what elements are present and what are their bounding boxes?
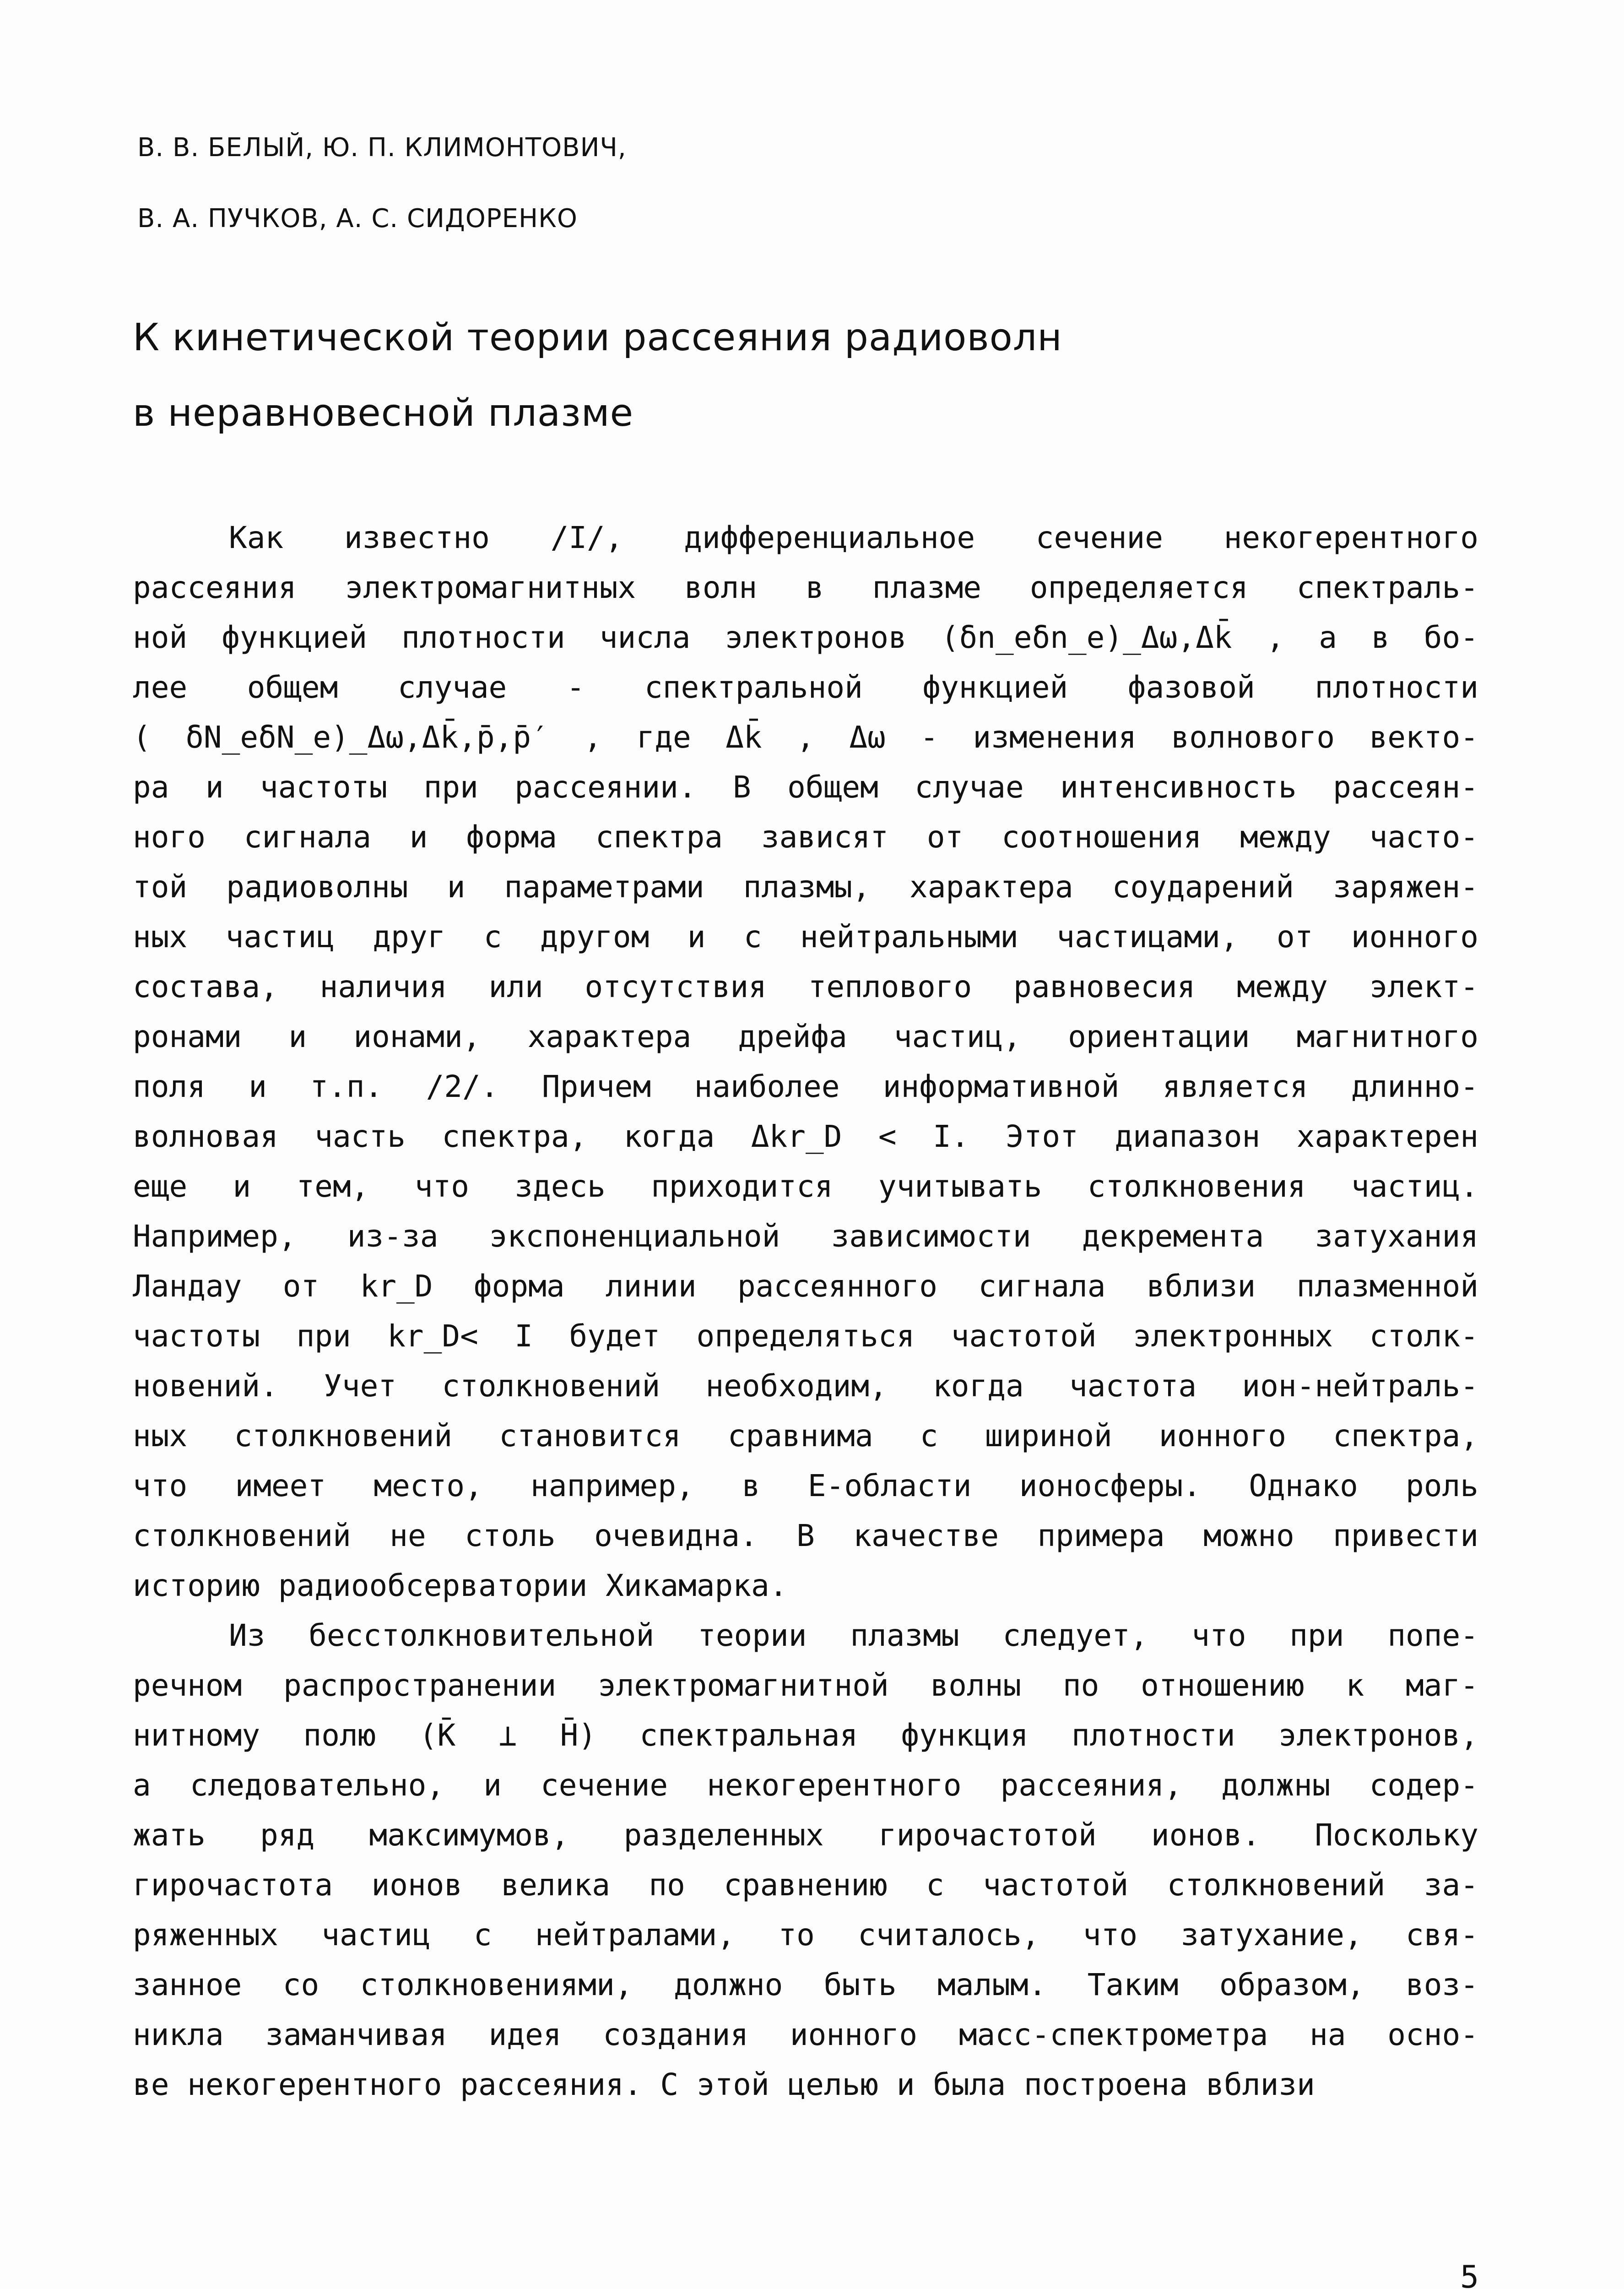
paragraph-2-line: никла заманчивая идея создания ионного масс-спектрометра на осно- — [133, 2017, 1478, 2052]
paragraph-1-line: волновая часть спектра, когда Δkr_D < I. Этот диапазон характерен — [133, 1119, 1478, 1154]
paragraph-1-line: Например, из-за экспоненциальной зависимости декремента затухания — [133, 1219, 1478, 1254]
paragraph-1-line: Как известно /I/, дифференциальное сечение некогерентного — [229, 520, 1478, 555]
paragraph-1-line: еще и тем, что здесь приходится учитывать столкновения частиц. — [133, 1169, 1478, 1204]
article-title-line-1: К кинетической теории рассеяния радиоволн — [133, 316, 1062, 359]
paragraph-2-line: жать ряд максимумов, разделенных гирочастотой ионов. Поскольку — [133, 1817, 1478, 1853]
paragraph-2-line: а следовательно, и сечение некогерентного рассеяния, должны содер- — [133, 1768, 1478, 1803]
article-body — [133, 513, 1478, 2110]
paragraph-2-line: ве некогерентного рассеяния. С этой целью и была построена вблизи — [133, 2067, 1315, 2102]
paragraph-2-line: Из бесстолкновительной теории плазмы следует, что при попе- — [229, 1618, 1478, 1653]
paragraph-1-line: новений. Учет столкновений необходим, когда частота ион-нейтраль- — [133, 1368, 1478, 1404]
paragraph-1-line: ронами и ионами, характера дрейфа частиц, ориентации магнитного — [133, 1019, 1478, 1054]
paragraph-1-line: ного сигнала и форма спектра зависят от соотношения между часто- — [133, 819, 1478, 855]
authors-line-1: В. В. БЕЛЫЙ, Ю. П. КЛИМОНТОВИЧ, — [137, 133, 627, 163]
paragraph-1-line: рассеяния электромагнитных волн в плазме определяется спектраль- — [133, 570, 1478, 605]
paragraph-1-line: ра и частоты при рассеянии. В общем случае интенсивность рассеян- — [133, 770, 1478, 805]
paragraph-1-line: Ландау от kr_D форма линии рассеянного сигнала вблизи плазменной — [133, 1269, 1478, 1304]
paragraph-2-line: занное со столкновениями, должно быть малым. Таким образом, воз- — [133, 1967, 1478, 2002]
paragraph-1-line: состава, наличия или отсутствия теплового равновесия между элект- — [133, 969, 1478, 1004]
paragraph-1-line: что имеет место, например, в Е-области ионосферы. Однако роль — [133, 1468, 1478, 1503]
paragraph-1-line: историю радиообсерватории Хикамарка. — [133, 1568, 788, 1603]
paragraph-2-line: гирочастота ионов велика по сравнению с частотой столкновений за- — [133, 1867, 1478, 1903]
paragraph-1-line: ( δN_eδN_e)_Δω,Δk̄,p̄,p̄′ , где Δk̄ , Δω - изменения волнового векто- — [133, 720, 1478, 755]
paragraph-1-line: лее общем случае - спектральной функцией фазовой плотности — [133, 670, 1478, 705]
paragraph-1-line: той радиоволны и параметрами плазмы, характера соударений заряжен- — [133, 869, 1478, 905]
paragraph-1-line: ных столкновений становится сравнима с шириной ионного спектра, — [133, 1418, 1478, 1454]
paragraph-1-line: столкновений не столь очевидна. В качестве примера можно привести — [133, 1518, 1478, 1553]
paragraph-1-line: поля и т.п. /2/. Причем наиболее информативной является длинно- — [133, 1069, 1478, 1104]
paragraph-1-line: ных частиц друг с другом и с нейтральными частицами, от ионного — [133, 919, 1478, 955]
paragraph-2-line: речном распространении электромагнитной волны по отношению к маг- — [133, 1668, 1478, 1703]
page-number: 5 — [1460, 2259, 1479, 2289]
article-title-line-2: в неравновесной плазме — [133, 391, 634, 435]
paragraph-1-line: ной функцией плотности числа электронов (δn_eδn_e)_Δω,Δk̄ , а в бо- — [133, 620, 1478, 655]
paragraph-1-line: частоты при kr_D< I будет определяться частотой электронных столк- — [133, 1318, 1478, 1354]
paragraph-2-line: нитному полю (K̄ ⊥ H̄) спектральная функция плотности электронов, — [133, 1718, 1478, 1753]
authors-line-2: В. А. ПУЧКОВ, А. С. СИДОРЕНКО — [137, 204, 578, 233]
paragraph-2-line: ряженных частиц с нейтралами, то считалось, что затухание, свя- — [133, 1917, 1478, 1953]
